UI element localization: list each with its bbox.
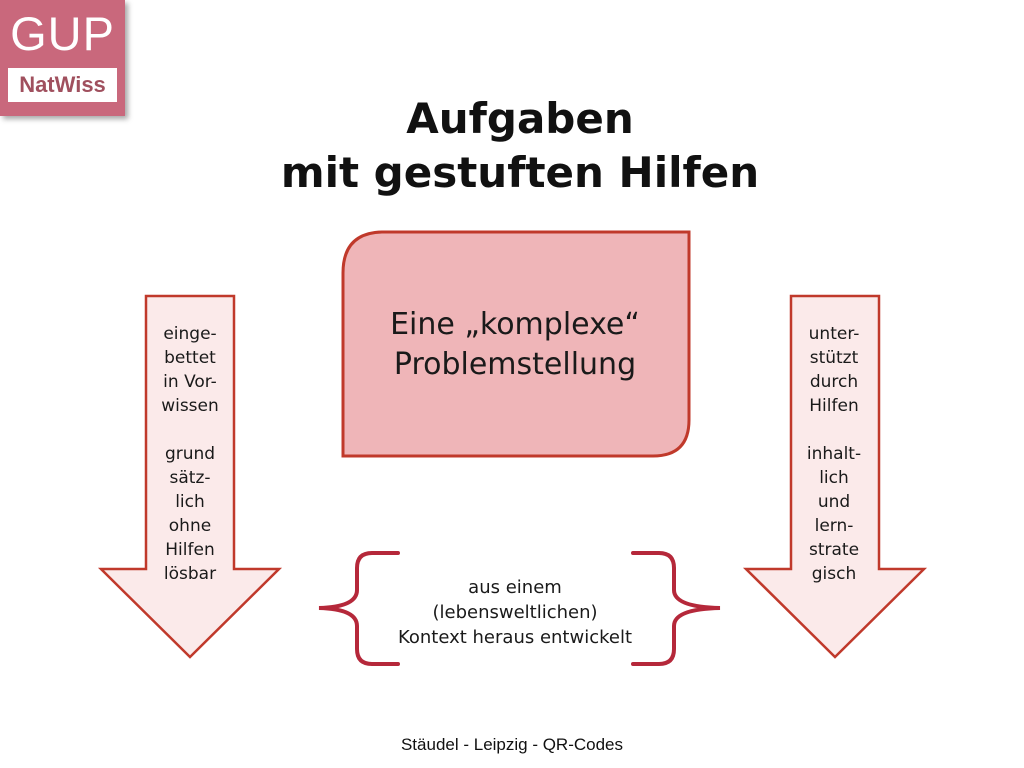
- title-line-1: Aufgaben: [406, 94, 634, 143]
- left-arrow-line: wissen: [161, 396, 219, 416]
- context-text: [370, 575, 660, 650]
- right-arrow-line: und: [817, 492, 851, 512]
- left-arrow-line: ohne: [168, 516, 212, 536]
- right-arrow-line: inhalt-: [806, 444, 862, 464]
- right-arrow-line: unter-: [808, 324, 860, 344]
- left-arrow-line: einge-: [163, 324, 217, 344]
- right-arrow-line: stützt: [809, 348, 859, 368]
- right-arrow-text: [789, 322, 879, 586]
- footer-text: Stäudel - Leipzig - QR-Codes: [400, 735, 624, 754]
- left-arrow-line: Hilfen: [165, 540, 215, 560]
- left-arrow-line: bettet: [164, 348, 216, 368]
- context-line-3: Kontext heraus entwickelt: [397, 627, 633, 648]
- center-line-1: Eine „komplexe“: [390, 307, 640, 342]
- right-arrow-line: lich: [819, 468, 849, 488]
- right-arrow-gap: [789, 418, 879, 442]
- right-arrow-line: durch: [809, 372, 859, 392]
- right-arrow-line: gisch: [811, 564, 857, 584]
- left-arrow-line: in Vor-: [163, 372, 217, 392]
- center-line-2: Problemstellung: [393, 347, 637, 382]
- right-arrow-line: Hilfen: [809, 396, 859, 416]
- left-arrow-line: lich: [175, 492, 205, 512]
- logo-gup-text: GUP: [10, 7, 115, 60]
- center-problem-text: [345, 305, 685, 385]
- context-line-2: (lebensweltlichen): [432, 602, 598, 623]
- right-arrow-line: lern-: [814, 516, 854, 536]
- logo-natwiss-text: NatWiss: [8, 68, 117, 102]
- title-line-2: mit gestuften Hilfen: [280, 148, 760, 197]
- context-line-1: aus einem: [468, 577, 562, 598]
- left-arrow-line: sätz-: [169, 468, 211, 488]
- right-arrow-line: strate: [808, 540, 860, 560]
- left-arrow-gap: [145, 418, 235, 442]
- left-arrow-line: lösbar: [163, 564, 217, 584]
- left-arrow-text: [145, 322, 235, 586]
- left-arrow-line: grund: [164, 444, 216, 464]
